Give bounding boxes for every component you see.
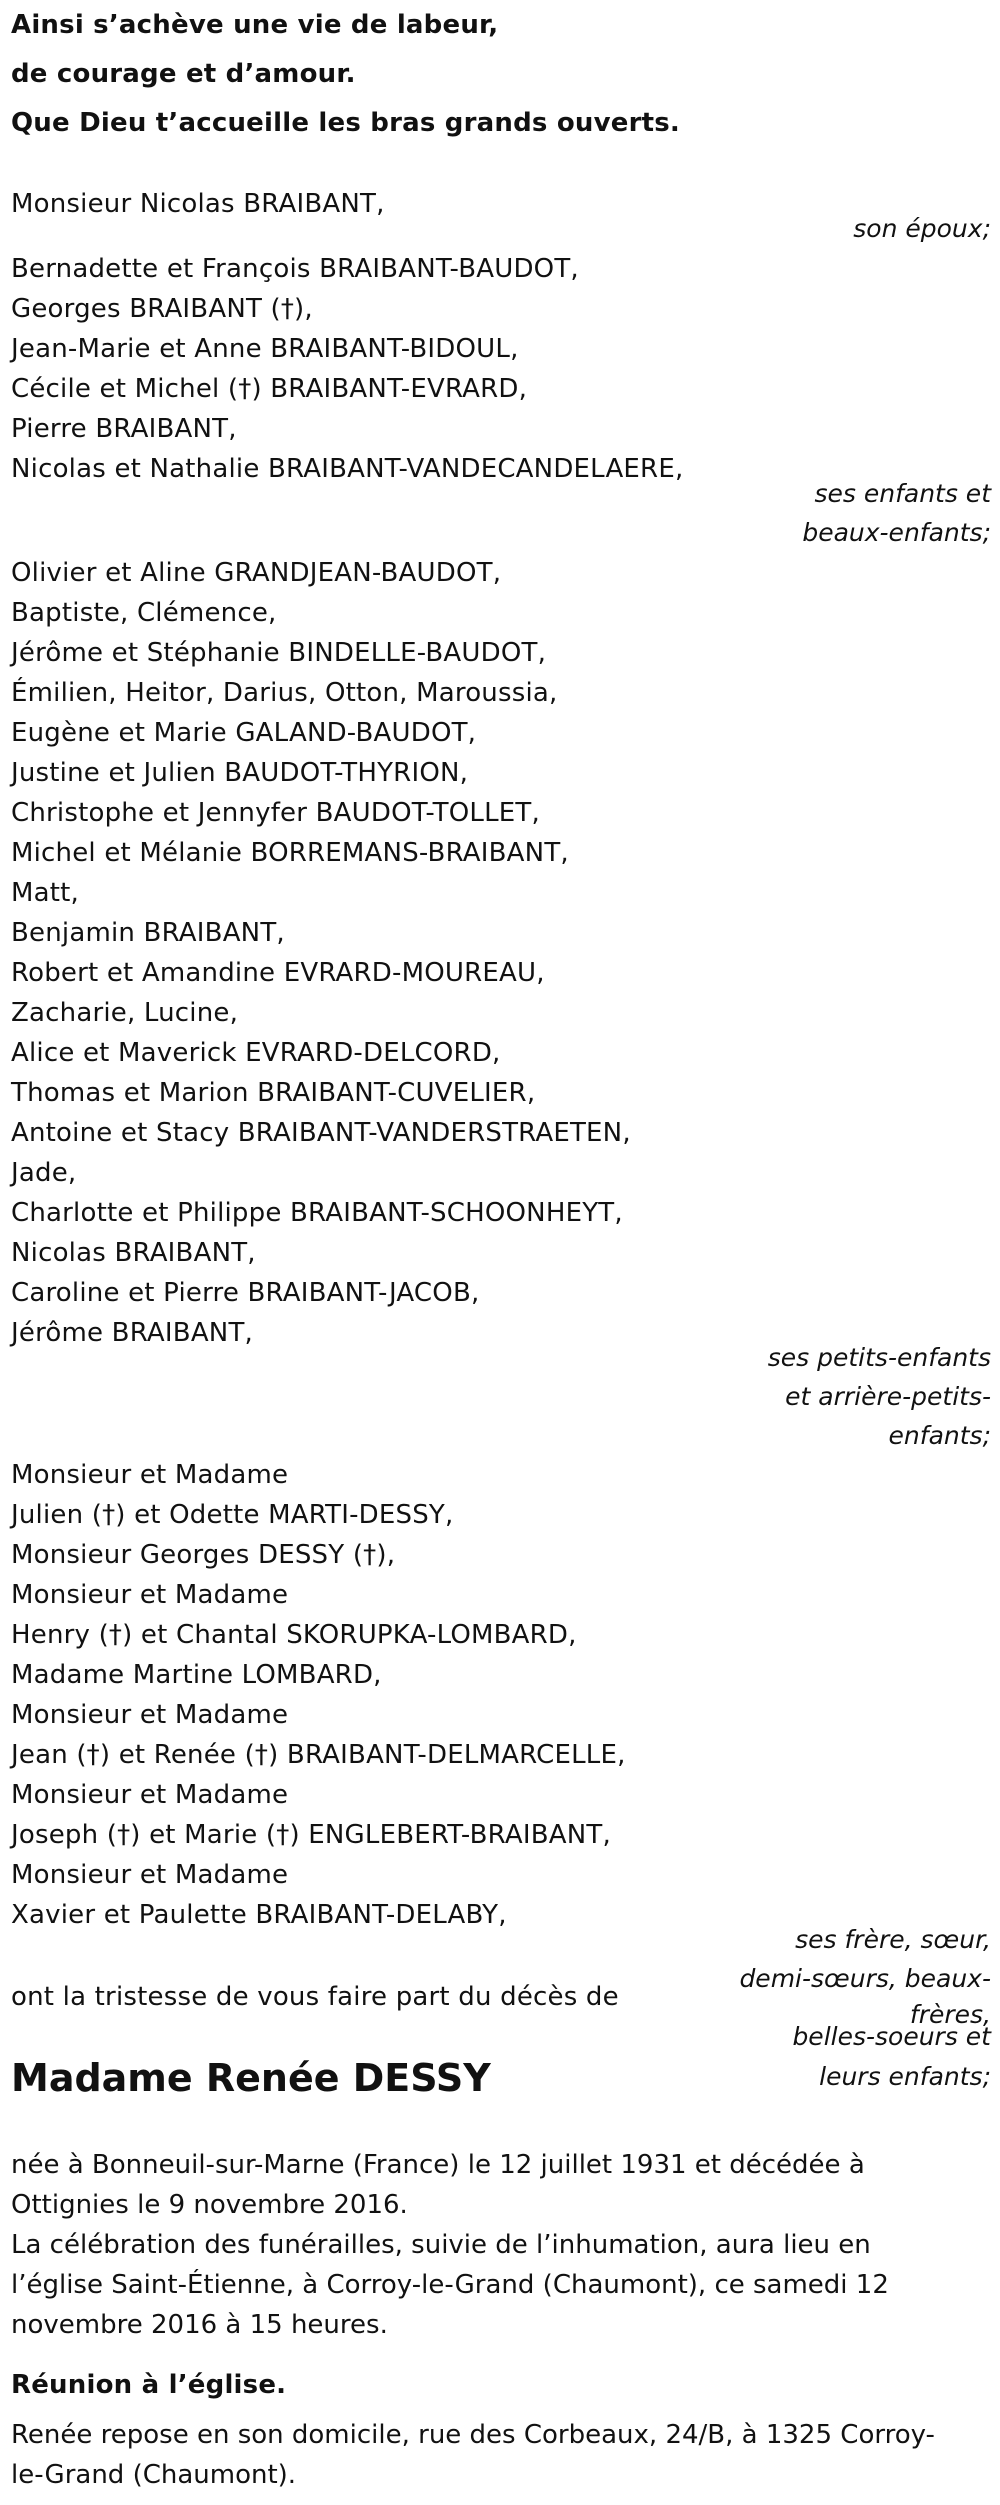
intro-line: Ainsi s’achève une vie de labeur, (11, 10, 499, 40)
children-role: ses enfants et (814, 479, 991, 508)
intro-line: de courage et d’amour. (11, 59, 356, 89)
sibling-line: Monsieur et Madame (11, 1780, 289, 1810)
sibling-line: Monsieur et Madame (11, 1700, 289, 1730)
grandchild-line: Olivier et Aline GRANDJEAN-BAUDOT, (11, 558, 502, 588)
grandchild-line: Baptiste, Clémence, (11, 598, 277, 628)
child-line: Cécile et Michel (†) BRAIBANT-EVRARD, (11, 374, 528, 404)
grandchild-line: Jérôme BRAIBANT, (11, 1318, 253, 1348)
spouse-name: Monsieur Nicolas BRAIBANT, (11, 189, 385, 219)
child-line: Nicolas et Nathalie BRAIBANT-VANDECANDELAERE, (11, 454, 684, 484)
grandchild-line: Thomas et Marion BRAIBANT-CUVELIER, (11, 1078, 536, 1108)
sibling-line: Monsieur et Madame (11, 1860, 289, 1890)
grandchild-line: Robert et Amandine EVRARD-MOUREAU, (11, 958, 545, 988)
grandchild-line: Jérôme et Stéphanie BINDELLE-BAUDOT, (11, 638, 547, 668)
sibling-line: Joseph (†) et Marie (†) ENGLEBERT-BRAIBANT, (11, 1820, 611, 1850)
sibling-line: Julien (†) et Odette MARTI-DESSY, (11, 1500, 454, 1530)
sibling-line: Monsieur et Madame (11, 1460, 289, 1490)
grandchild-line: Matt, (11, 878, 80, 908)
spouse-role: son époux; (853, 214, 991, 243)
grandchild-line: Émilien, Heitor, Darius, Otton, Maroussia, (11, 678, 558, 708)
siblings-role: demi-sœurs, beaux- (739, 1964, 991, 1993)
grandchild-line: Antoine et Stacy BRAIBANT-VANDERSTRAETEN, (11, 1118, 631, 1148)
grandchildren-role: ses petits-enfants (767, 1343, 991, 1372)
sibling-line: Jean (†) et Renée (†) BRAIBANT-DELMARCELLE, (11, 1740, 626, 1770)
funeral-info: La célébration des funérailles, suivie de l’inhumation, aura lieu en l’église Saint-Étienne, à Corroy-le-Grand (Chaumont), ce samedi 12 novembre 2016 à 15 heures. (11, 2230, 889, 2340)
siblings-role: frères, (909, 2000, 991, 2029)
siblings-role: belles-soeurs et (792, 2022, 991, 2051)
intro-line: Que Dieu t’accueille les bras grands ouverts. (11, 108, 680, 138)
sibling-line: Madame Martine LOMBARD, (11, 1660, 382, 1690)
sibling-line: Henry (†) et Chantal SKORUPKA-LOMBARD, (11, 1620, 577, 1650)
grandchild-line: Charlotte et Philippe BRAIBANT-SCHOONHEYT, (11, 1198, 623, 1228)
deceased-name: Madame Renée DESSY (11, 2056, 491, 2100)
grandchild-line: Michel et Mélanie BORREMANS-BRAIBANT, (11, 838, 569, 868)
grandchildren-role: et arrière-petits- (785, 1382, 991, 1411)
sibling-line: Monsieur Georges DESSY (†), (11, 1540, 396, 1570)
grandchildren-role: enfants; (888, 1421, 991, 1450)
grandchild-line: Benjamin BRAIBANT, (11, 918, 285, 948)
grandchild-line: Zacharie, Lucine, (11, 998, 239, 1028)
sibling-line: Monsieur et Madame (11, 1580, 289, 1610)
meeting-info: Réunion à l’église. (11, 2370, 287, 2400)
sibling-line: Xavier et Paulette BRAIBANT-DELABY, (11, 1900, 507, 1930)
grandchild-line: Caroline et Pierre BRAIBANT-JACOB, (11, 1278, 480, 1308)
grandchild-line: Christophe et Jennyfer BAUDOT-TOLLET, (11, 798, 540, 828)
birth-death-info: née à Bonneuil-sur-Marne (France) le 12 juillet 1931 et décédée à Ottignies le 9 novembre 2016. (11, 2150, 865, 2220)
announcement-text: ont la tristesse de vous faire part du décès de (11, 1982, 619, 2012)
grandchild-line: Nicolas BRAIBANT, (11, 1238, 256, 1268)
child-line: Georges BRAIBANT (†), (11, 294, 313, 324)
child-line: Pierre BRAIBANT, (11, 414, 237, 444)
children-role: beaux-enfants; (802, 518, 991, 547)
grandchild-line: Jade, (11, 1158, 77, 1188)
rest-info: Renée repose en son domicile, rue des Corbeaux, 24/B, à 1325 Corroy-le-Grand (Chaumont). (11, 2420, 935, 2490)
grandchild-line: Justine et Julien BAUDOT-THYRION, (11, 758, 469, 788)
grandchild-line: Alice et Maverick EVRARD-DELCORD, (11, 1038, 501, 1068)
child-line: Jean-Marie et Anne BRAIBANT-BIDOUL, (11, 334, 519, 364)
siblings-role: leurs enfants; (819, 2062, 991, 2091)
child-line: Bernadette et François BRAIBANT-BAUDOT, (11, 254, 579, 284)
grandchild-line: Eugène et Marie GALAND-BAUDOT, (11, 718, 477, 748)
siblings-role: ses frère, sœur, (795, 1925, 991, 1954)
